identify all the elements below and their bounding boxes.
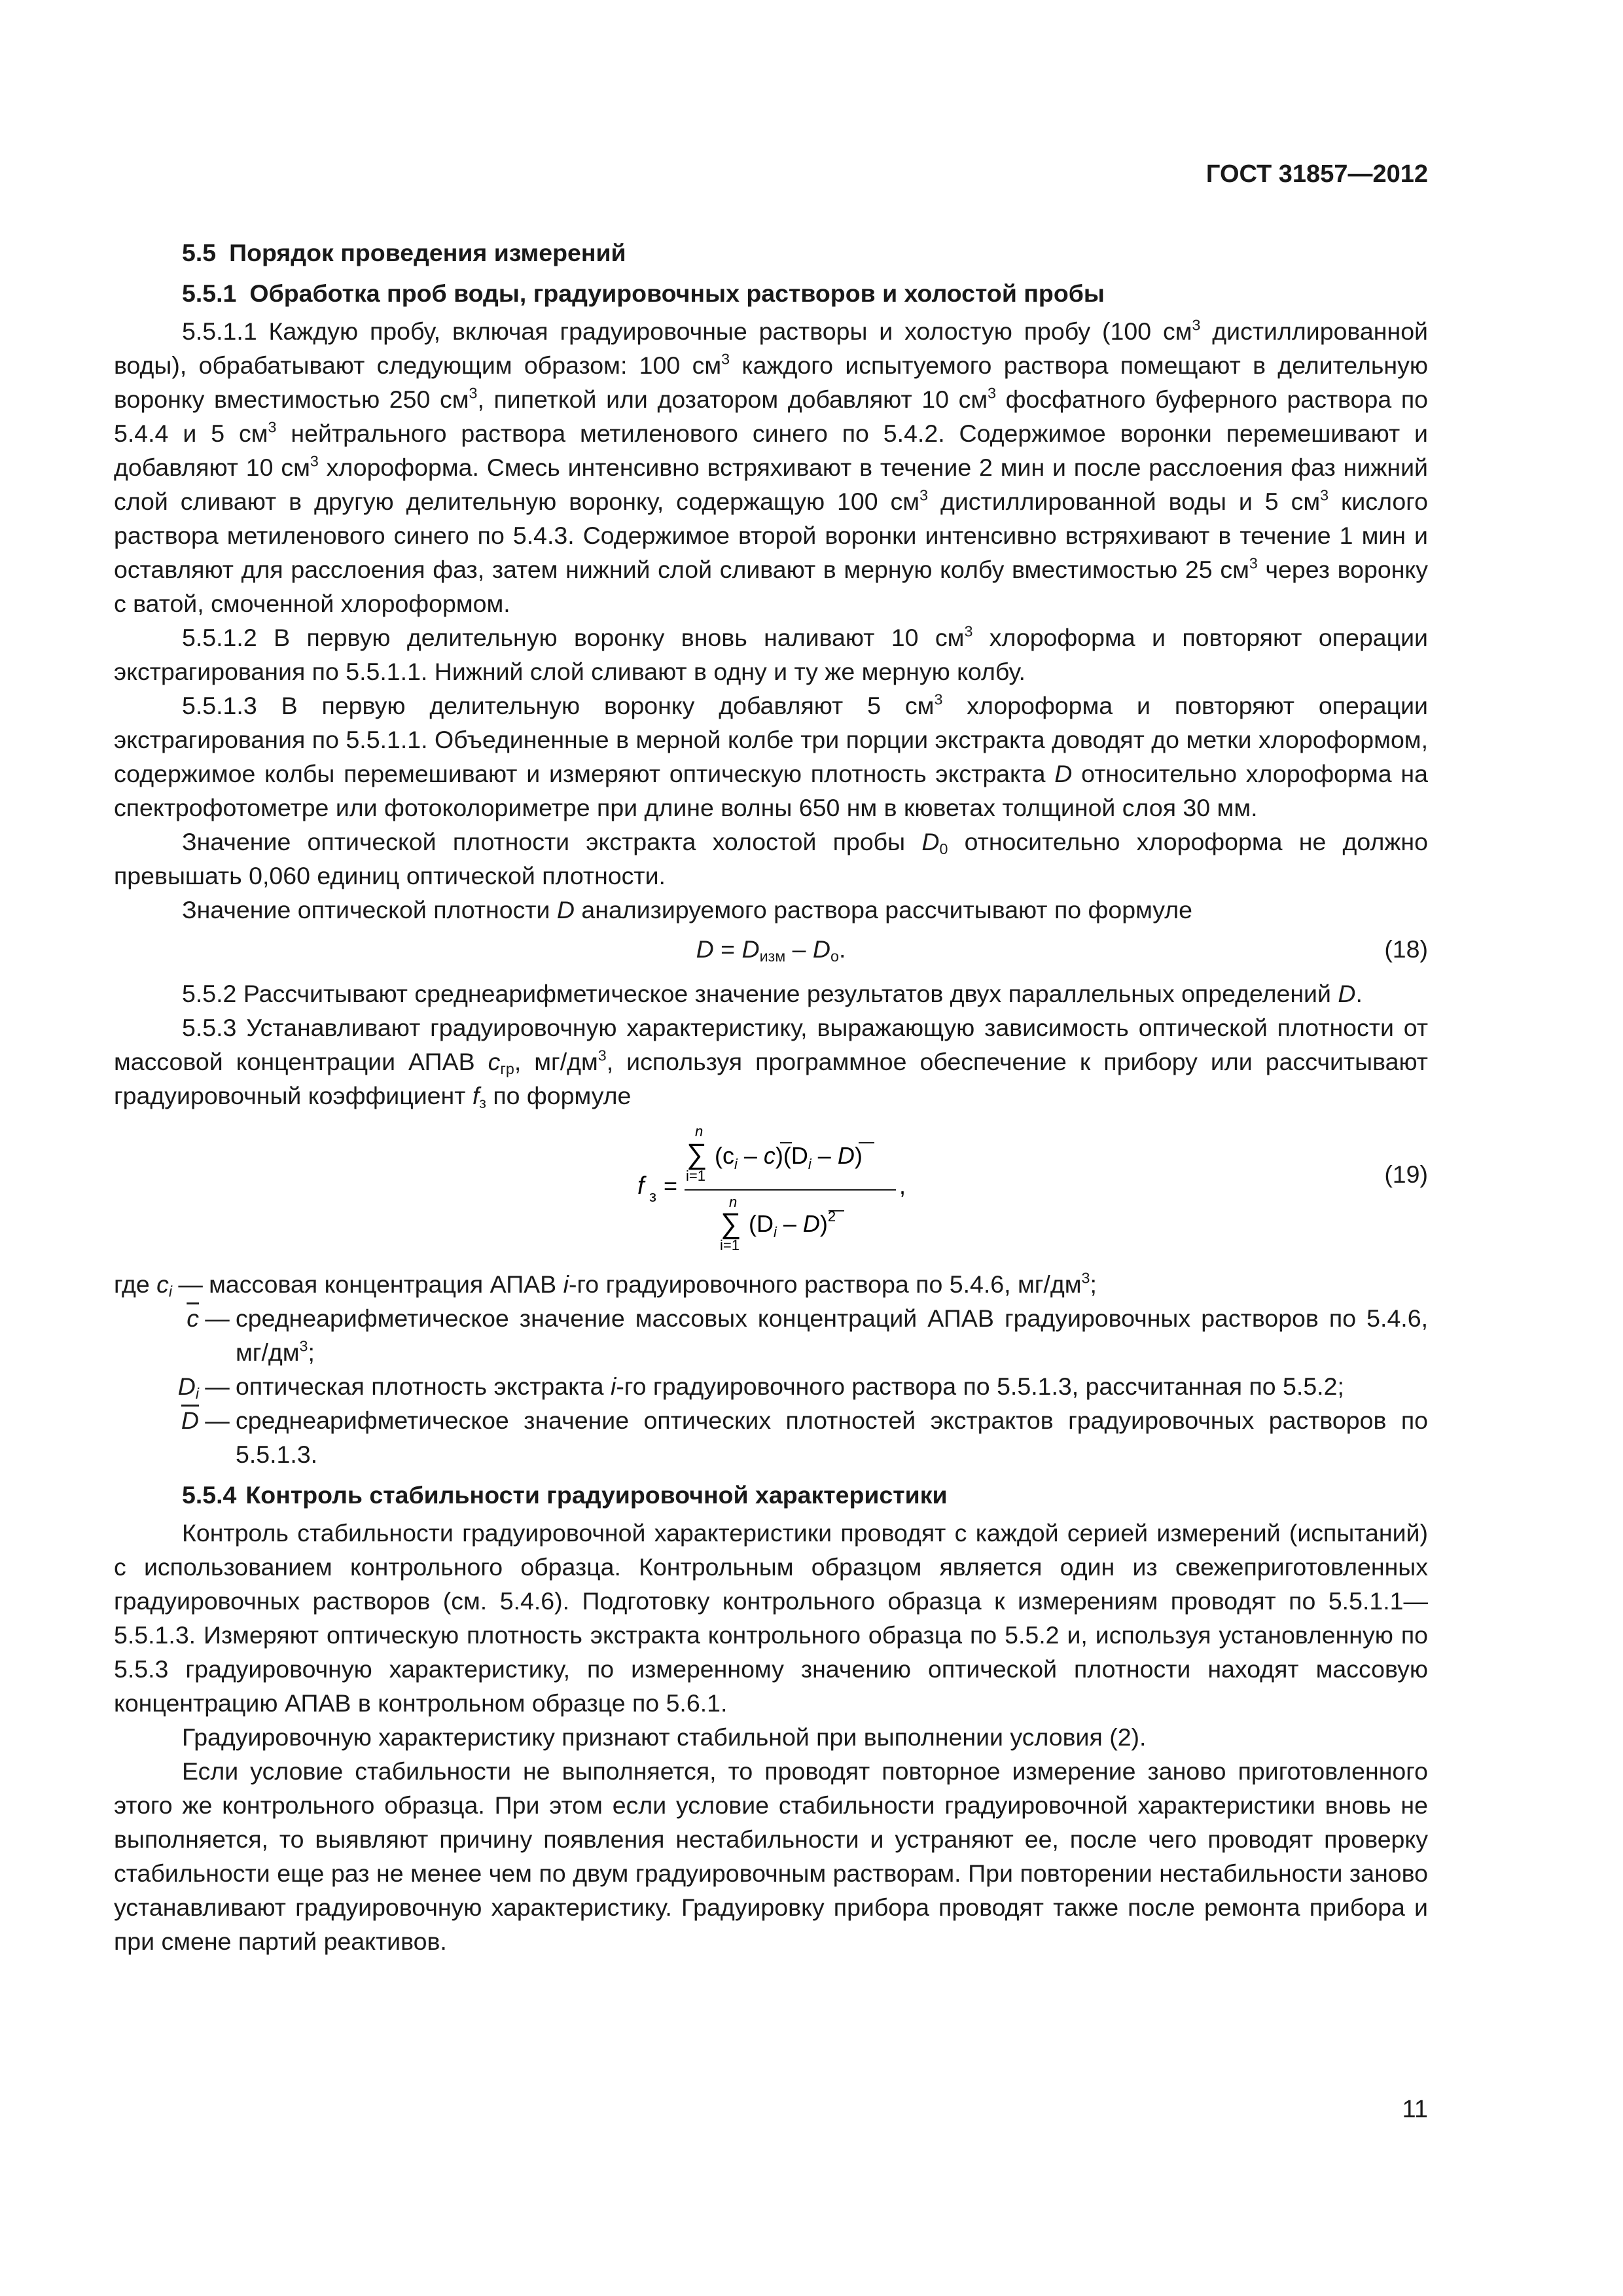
formula-19-f: f: [637, 1172, 645, 1200]
definition-ci: где $c_i$ — массовая концентрация АПАВ i-го градуировочного раствора по 5.4.6, $мг/дм^3$;: [114, 1269, 1097, 1300]
formula-19-numerator: $(c_i - c)(D_i - D)$: [715, 1142, 863, 1172]
paragraph-blank-sample: Значение оптической плотности экстракта холостой пробы $D_0$ относительно хлороформа не должно превышать 0,060 единиц оптической плотности.: [114, 828, 1428, 889]
section-heading-5-5-4: 5.5.4 Контроль стабильности градуировочной характеристики: [182, 1481, 948, 1509]
variable-definitions: [114, 1267, 1428, 1471]
paragraph-5-5-2: 5.5.2 Рассчитывают среднеарифметическое значение результатов двух параллельных определений D.: [182, 980, 1363, 1007]
formula-19-equals: =: [664, 1172, 678, 1199]
section-heading-5-5: 5.5 Порядок проведения измерений: [182, 239, 626, 266]
paragraph-5-5-3: 5.5.3 Устанавливают градуировочную характеристику, выражающую зависимость оптической плотности от массовой концентрации АПАВ $c_{гр}$, $мг/дм^3$, используя программное обеспечение к прибору или рассчитывают градуировочный коэффициент $f_з$ по формуле: [114, 1014, 1428, 1111]
formula-19-expression: [637, 1117, 1043, 1254]
document-id: ГОСТ 31857—2012: [1205, 160, 1428, 188]
formula-19-number: (19): [1384, 1160, 1428, 1188]
paragraph-5-5-4-repeat: Если условие стабильности не выполняется, то проводят повторное измерение заново приготовленного этого же контрольного образца. При этом если условие стабильности градуировочной характеристики вновь не выполняется, то выявляют причину появления нестабильности и устраняют ее, после чего проводят проверку стабильности еще раз не менее чем по двум градуировочным растворам. При повторении нестабильности заново устанавливают градуировочную характеристику. Градуировку прибора проводят также после ремонта прибора и при смене партий реактивов.: [114, 1757, 1428, 1955]
page-number: 11: [1402, 2096, 1428, 2123]
formula-19-num-i1: i=1: [686, 1168, 705, 1184]
formula-19-den-n: n: [729, 1194, 738, 1210]
formula-19-num-sum: ∑: [687, 1138, 707, 1170]
formula-19-comma: ,: [899, 1172, 906, 1199]
formula-19-num-n: n: [695, 1123, 704, 1139]
paragraph-5-5-1-3: 5.5.1.3 В первую делительную воронку добавляют 5 $см^3$ хлороформа и повторяют операции экстрагирования по 5.5.1.1. Объединенные в мерной колбе три порции экстракта доводят до метки хлороформом, содержимое колбы перемешивают и измеряют оптическую плотность экстракта D относительно хлороформа на спектрофотометре или фотоколориметре при длине волны 650 нм в кюветах толщиной слоя 30 мм.: [114, 691, 1428, 821]
paragraph-5-5-1-2: 5.5.1.2 В первую делительную воронку вновь наливают 10 $см^3$ хлороформа и повторяют операции экстрагирования по 5.5.1.1. Нижний слой сливают в одну и ту же мерную колбу.: [114, 622, 1428, 685]
formula-19-den-sum: ∑: [721, 1208, 741, 1240]
paragraph-density-formula-intro: Значение оптической плотности D анализируемого раствора рассчитывают по формуле: [182, 896, 1192, 924]
definition-di: $D_i$ — оптическая плотность экстракта i-го градуировочного раствора по 5.5.1.3, рассчитанная по 5.5.2;: [177, 1372, 1344, 1402]
definition-d-mean: $\overline{D}$ — среднеарифметическое значение оптических плотностей экстрактов градуировочных растворов по 5.5.1.3.: [181, 1407, 1428, 1468]
formula-18-number: (18): [1384, 935, 1428, 963]
formula-19-den-i1: i=1: [720, 1237, 740, 1253]
formula-19-f-subscript: з: [649, 1188, 657, 1206]
formula-18-expression: $D = D_{изм} - D_о$.: [696, 935, 846, 965]
definition-c-mean: $\overline{c}$ — среднеарифметическое значение массовых концентраций АПАВ градуировочных растворов по 5.4.6, $мг/дм^3$;: [187, 1304, 1428, 1366]
document-body: [114, 229, 1428, 1958]
formula-19-denominator: $(D_i - D)^2$: [749, 1208, 836, 1240]
formula-19: [114, 1117, 1428, 1254]
section-heading-5-5-1: 5.5.1 Обработка проб воды, градуировочных растворов и холостой пробы: [182, 279, 1105, 307]
paragraph-5-5-1-1: 5.5.1.1 Каждую пробу, включая градуировочные растворы и холостую пробу (100 $см^3$ дистиллированной воды), обрабатывают следующим образом: 100 $см^3$ каждого испытуемого раствора помещают в делительную воронку вместимостью 250 $см^3$, пипеткой или дозатором добавляют 10 $см^3$ фосфатного буферного раствора по 5.4.4 и 5 $см^3$ нейтрального раствора метиленового синего по 5.4.2. Содержимое воронки перемешивают и добавляют 10 $см^3$ хлороформа. Смесь интенсивно встряхивают в течение 2 мин и после расслоения фаз нижний слой сливают в другую делительную воронку, содержащую 100 $см^3$ дистиллированной воды и 5 $см^3$ кислого раствора метиленового синего по 5.4.3. Содержимое второй воронки интенсивно встряхивают в течение 1 мин и оставляют для расслоения фаз, затем нижний слой сливают в мерную колбу вместимостью 25 $см^3$ через воронку с ватой, смоченной хлороформом.: [114, 316, 1428, 617]
formula-18: [114, 932, 1428, 971]
paragraph-5-5-4-control: Контроль стабильности градуировочной характеристики проводят с каждой серией измерений (испытаний) с использованием контрольного образца. Контрольным образцом является один из свежеприготовленных градуировочных растворов (см. 5.4.6). Подготовку контрольного образца к измерениям проводят по 5.5.1.1—5.5.1.3. Измеряют оптическую плотность экстракта контрольного образца по 5.5.2 и, используя установленную по 5.5.3 градуировочную характеристику, по измеренному значению оптической плотности находят массовую концентрацию АПАВ в контрольном образце по 5.6.1.: [114, 1519, 1428, 1717]
paragraph-5-5-4-stability: Градуировочную характеристику признают стабильной при выполнении условия (2).: [182, 1723, 1147, 1751]
